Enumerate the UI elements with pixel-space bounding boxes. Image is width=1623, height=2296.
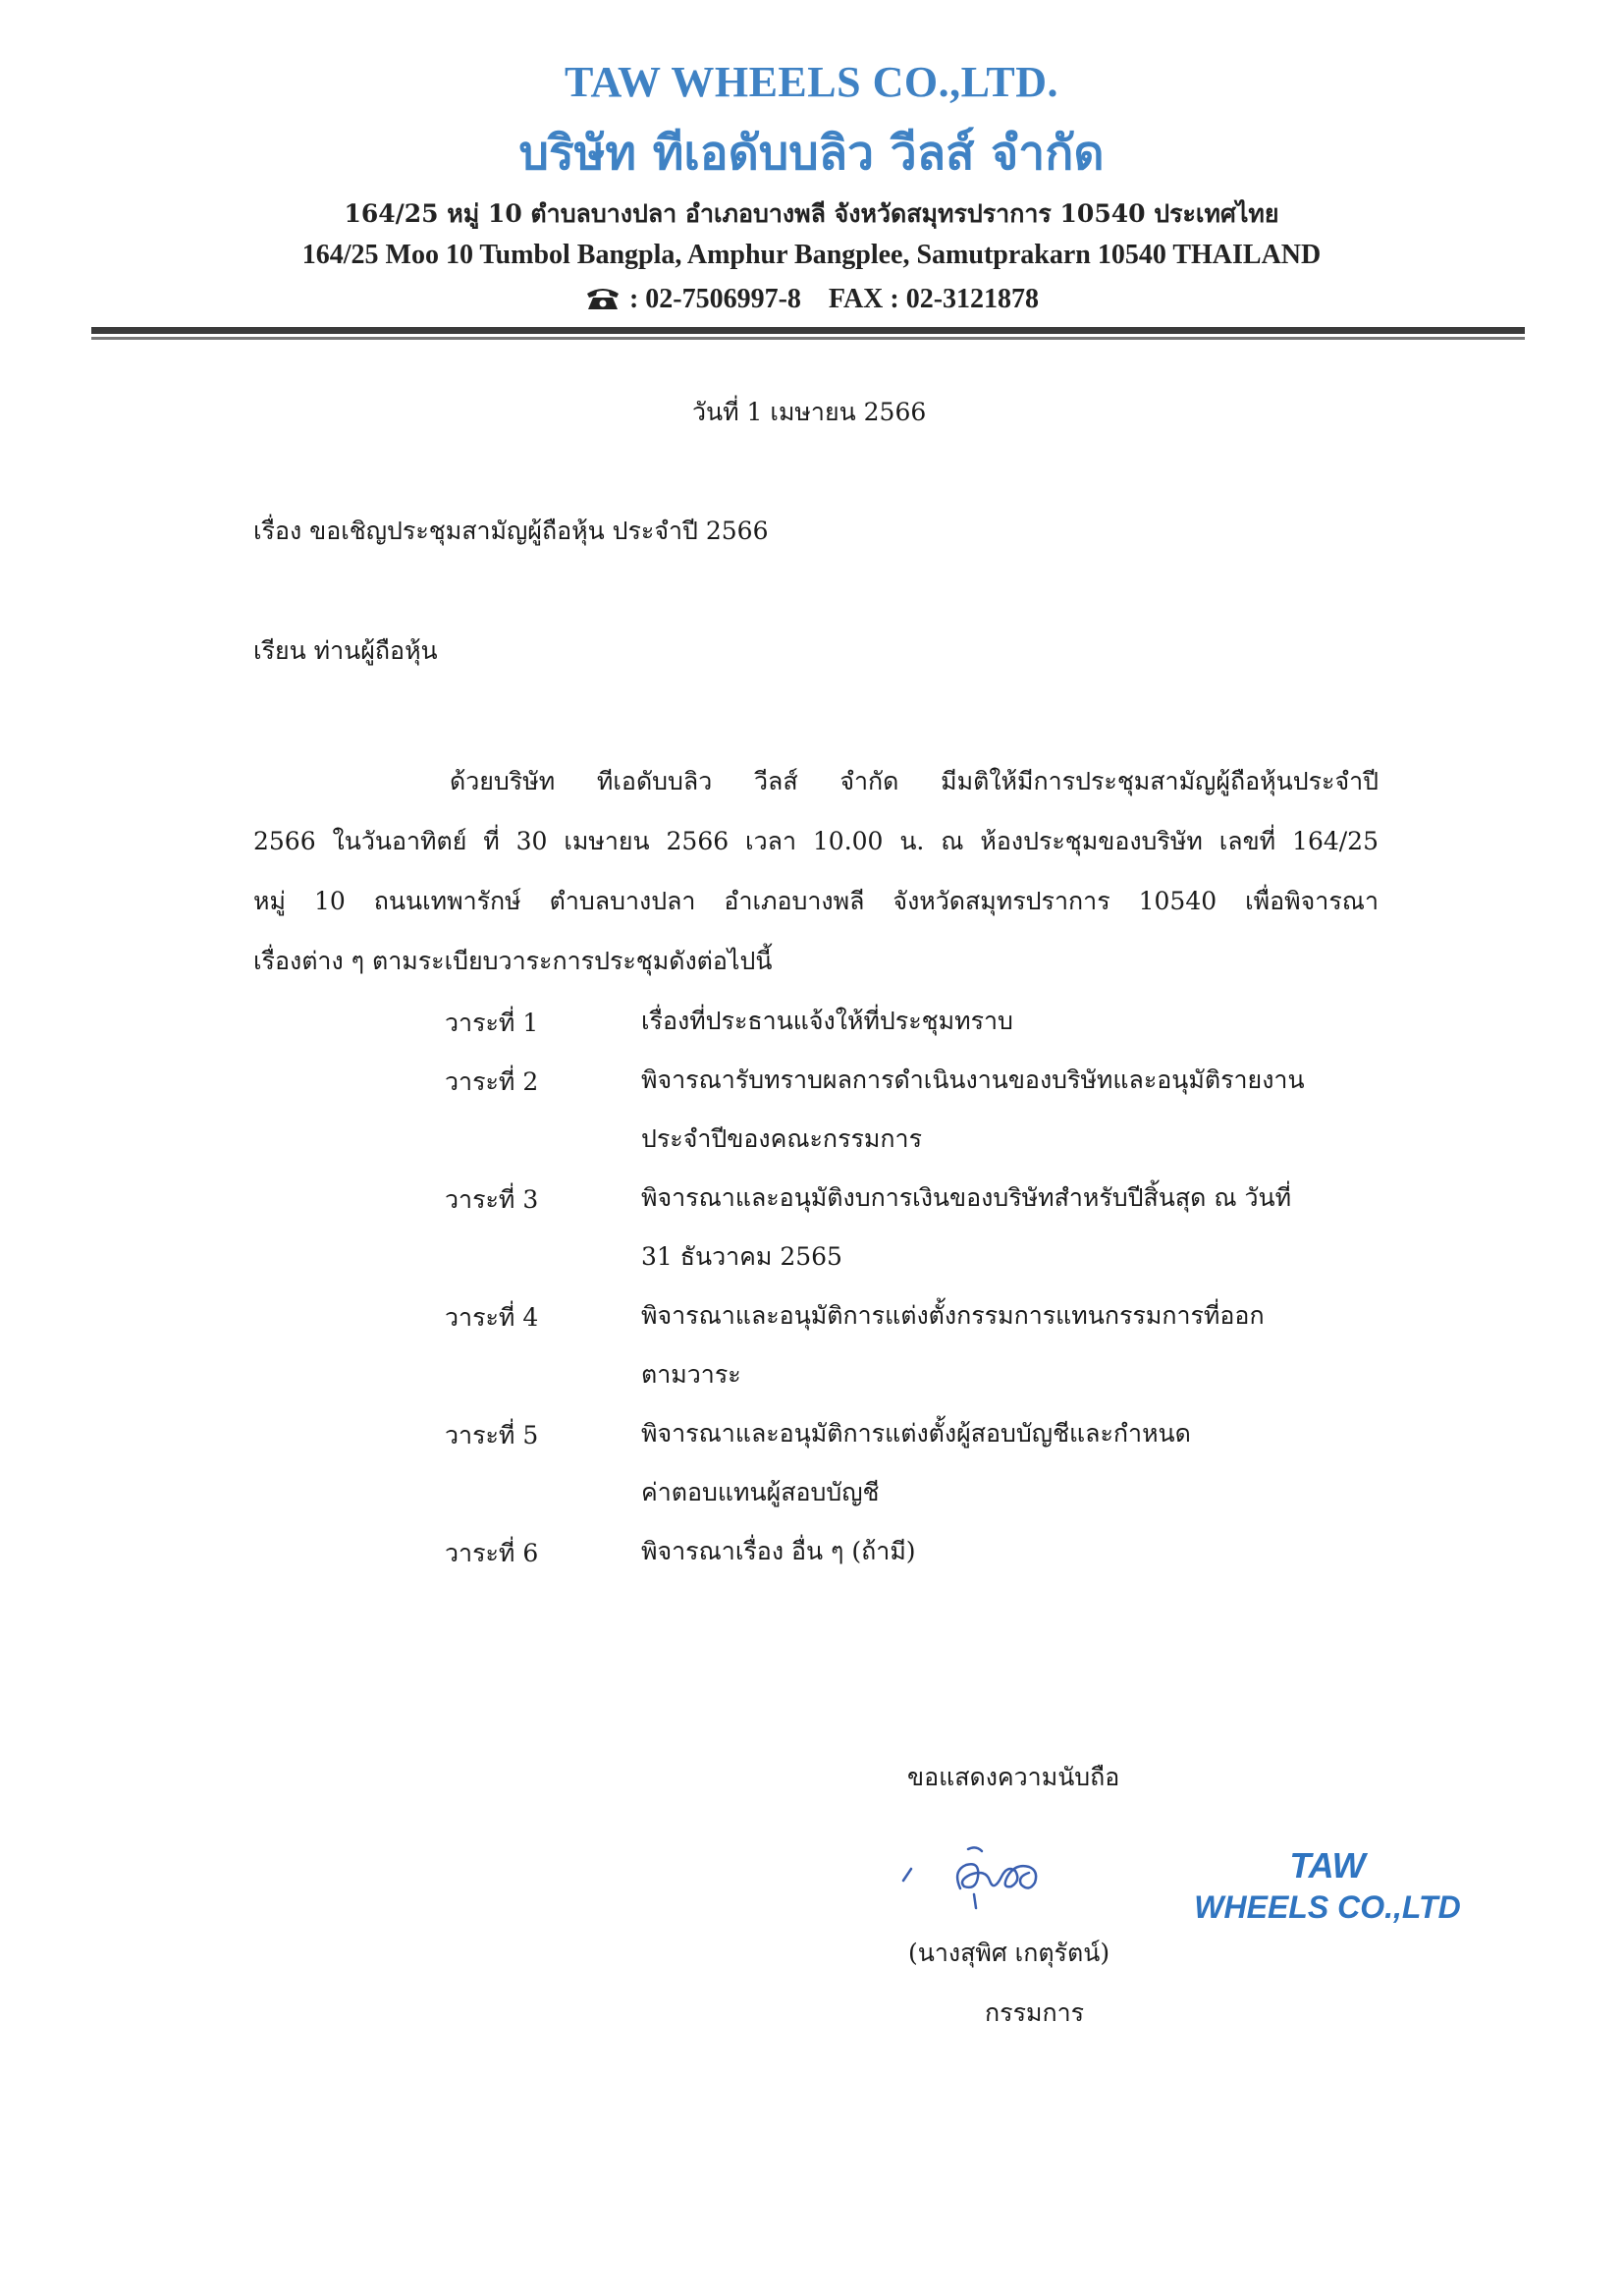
agenda-list <box>445 992 1387 1581</box>
agenda-text: พิจารณาเรื่อง อื่น ๆ (ถ้ามี) <box>641 1537 916 1565</box>
fax-number: FAX : 02-3121878 <box>828 284 1040 314</box>
address-en: 164/25 Moo 10 Tumbol Bangpla, Amphur Bangplee, Samutprakarn 10540 THAILAND <box>301 240 1322 270</box>
agenda-item <box>445 1051 1387 1169</box>
letter-date: วันที่ 1 เมษายน 2566 <box>692 398 927 426</box>
agenda-number: วาระที่ 3 <box>445 1185 539 1214</box>
letter-salutation: เรียน ท่านผู้ถือหุ้น <box>253 636 438 665</box>
signer-name: (นางสุพิศ เกตุรัตน์) <box>908 1939 1110 1967</box>
agenda-number: วาระที่ 2 <box>445 1067 539 1096</box>
agenda-item <box>445 1522 1387 1581</box>
company-name-en: TAW WHEELS CO.,LTD. <box>564 58 1059 106</box>
body-line: 2566 ในวันอาทิตย์ ที่ 30 เมษายน 2566 เวลา 10.00 น. ณ ห้องประชุมของบริษัท เลขที่ 164/25 <box>253 827 1379 855</box>
body-line: ด้วยบริษัท ทีเอดับบลิว วีลส์ จำกัด มีมติให้มีการประชุมสามัญผู้ถือหุ้นประจำปี <box>450 767 1379 795</box>
stamp-line: WHEELS CO.,LTD <box>1194 1889 1461 1925</box>
phone-number: : 02-7506997-8 <box>628 284 801 314</box>
body-line: เรื่องต่าง ๆ ตามระเบียบวาระการประชุมดังต่อไปนี้ <box>253 947 773 975</box>
agenda-text: ประจำปีของคณะกรรมการ <box>641 1124 923 1153</box>
agenda-item <box>445 1286 1387 1404</box>
closing-phrase: ขอแสดงความนับถือ <box>907 1763 1120 1791</box>
agenda-item <box>445 992 1387 1051</box>
agenda-text: พิจารณาและอนุมัติงบการเงินของบริษัทสำหรับปีสิ้นสุด ณ วันที่ <box>641 1183 1292 1212</box>
agenda-text: 31 ธันวาคม 2565 <box>641 1242 842 1271</box>
agenda-text: พิจารณาและอนุมัติการแต่งตั้งผู้สอบบัญชีและกำหนด <box>641 1419 1191 1448</box>
telephone-icon <box>584 284 622 311</box>
agenda-item <box>445 1404 1387 1522</box>
letter-subject: เรื่อง ขอเชิญประชุมสามัญผู้ถือหุ้น ประจำปี 2566 <box>253 517 769 545</box>
handwritten-signature <box>892 1841 1098 1910</box>
header-divider <box>91 327 1525 334</box>
address-th: 164/25 หมู่ 10 ตำบลบางปลา อำเภอบางพลี จังหวัดสมุทรปราการ 10540 ประเทศไทย <box>344 199 1279 228</box>
body-line: หมู่ 10 ถนนเทพารักษ์ ตำบลบางปลา อำเภอบางพลี จังหวัดสมุทรปราการ 10540 เพื่อพิจารณา <box>253 887 1379 915</box>
company-name-th: บริษัท ทีเอดับบลิว วีลส์ จำกัด <box>518 126 1105 181</box>
agenda-text: ตามวาระ <box>641 1360 741 1389</box>
agenda-text: เรื่องที่ประธานแจ้งให้ที่ประชุมทราบ <box>641 1007 1013 1035</box>
company-stamp <box>1190 1846 1465 1929</box>
agenda-number: วาระที่ 1 <box>445 1009 539 1037</box>
header-divider-thin <box>91 337 1525 340</box>
agenda-text: พิจารณาและอนุมัติการแต่งตั้งกรรมการแทนกรรมการที่ออก <box>641 1301 1265 1330</box>
agenda-item <box>445 1169 1387 1286</box>
signer-position: กรรมการ <box>985 1998 1085 2027</box>
agenda-number: วาระที่ 4 <box>445 1303 539 1332</box>
stamp-line: TAW <box>1289 1845 1366 1886</box>
agenda-number: วาระที่ 6 <box>445 1539 539 1567</box>
agenda-text: พิจารณารับทราบผลการดำเนินงานของบริษัทและอนุมัติรายงาน <box>641 1066 1305 1094</box>
body-paragraph <box>253 751 1379 991</box>
agenda-text: ค่าตอบแทนผู้สอบบัญชี <box>641 1478 880 1506</box>
agenda-number: วาระที่ 5 <box>445 1421 539 1449</box>
contact-line <box>0 284 1623 315</box>
